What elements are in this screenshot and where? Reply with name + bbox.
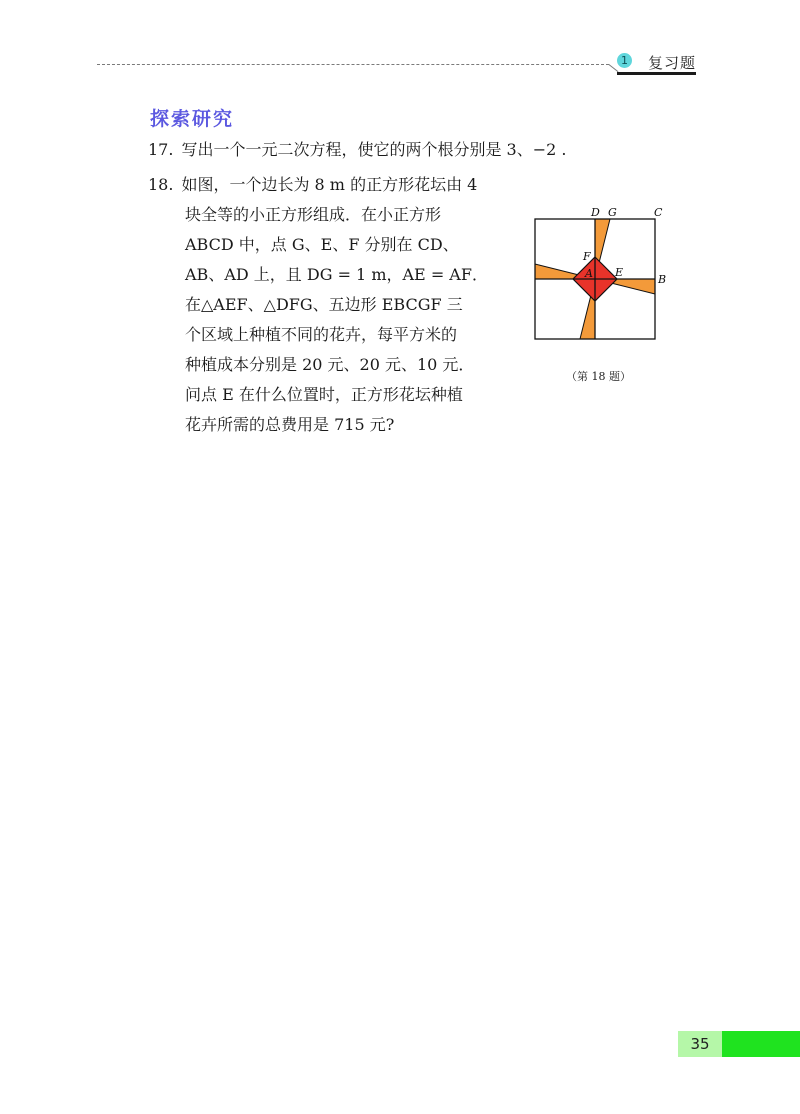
problem-18-line-7: 种植成本分别是 20 元、20 元、10 元． bbox=[185, 355, 475, 374]
problem-18 bbox=[148, 170, 488, 440]
label-D: D bbox=[591, 206, 600, 219]
problem-18-number: 18. bbox=[148, 175, 174, 194]
header-rule-corner bbox=[608, 64, 618, 72]
chapter-title: 复习题 bbox=[648, 54, 697, 72]
section-heading: 探索研究 bbox=[150, 108, 235, 130]
label-C: C bbox=[654, 206, 663, 219]
problem-18-line-6: 个区域上种植不同的花卉，每平方米的 bbox=[185, 325, 458, 344]
page-number-bar bbox=[722, 1031, 800, 1057]
problem-18-line-4: AB、AD 上，且 DG = 1 m，AE = AF． bbox=[185, 265, 488, 284]
figure-caption: （第 18 题） bbox=[566, 370, 631, 383]
problem-18-line-5: 在△AEF、△DFG、五边形 EBCGF 三 bbox=[185, 295, 463, 314]
problem-18-line-8: 问点 E 在什么位置时，正方形花坛种植 bbox=[185, 385, 463, 404]
problem-18-line-2: 块全等的小正方形组成．在小正方形 bbox=[185, 205, 442, 224]
label-E: E bbox=[615, 266, 624, 279]
problem-18-line-1: 如图，一个边长为 8 m 的正方形花坛由 4 bbox=[181, 175, 478, 194]
label-F: F bbox=[583, 250, 591, 263]
label-A: A bbox=[585, 267, 593, 280]
flowerbed-figure bbox=[523, 203, 673, 349]
problem-18-line-3: ABCD 中，点 G、E、F 分别在 CD、 bbox=[185, 235, 459, 254]
page-number: 35 bbox=[678, 1031, 722, 1057]
problem-17-number: 17. bbox=[148, 140, 174, 159]
label-G: G bbox=[608, 206, 617, 219]
label-B: B bbox=[658, 273, 667, 286]
header-dashed-rule bbox=[97, 64, 609, 65]
problem-18-line-9: 花卉所需的总费用是 715 元? bbox=[185, 415, 395, 434]
chapter-number-badge: 1 bbox=[617, 53, 632, 68]
flowerbed-shapes bbox=[535, 219, 655, 339]
problem-17-text: 写出一个一元二次方程，使它的两个根分别是 3、−2 . bbox=[181, 140, 567, 159]
problem-17 bbox=[148, 138, 566, 162]
